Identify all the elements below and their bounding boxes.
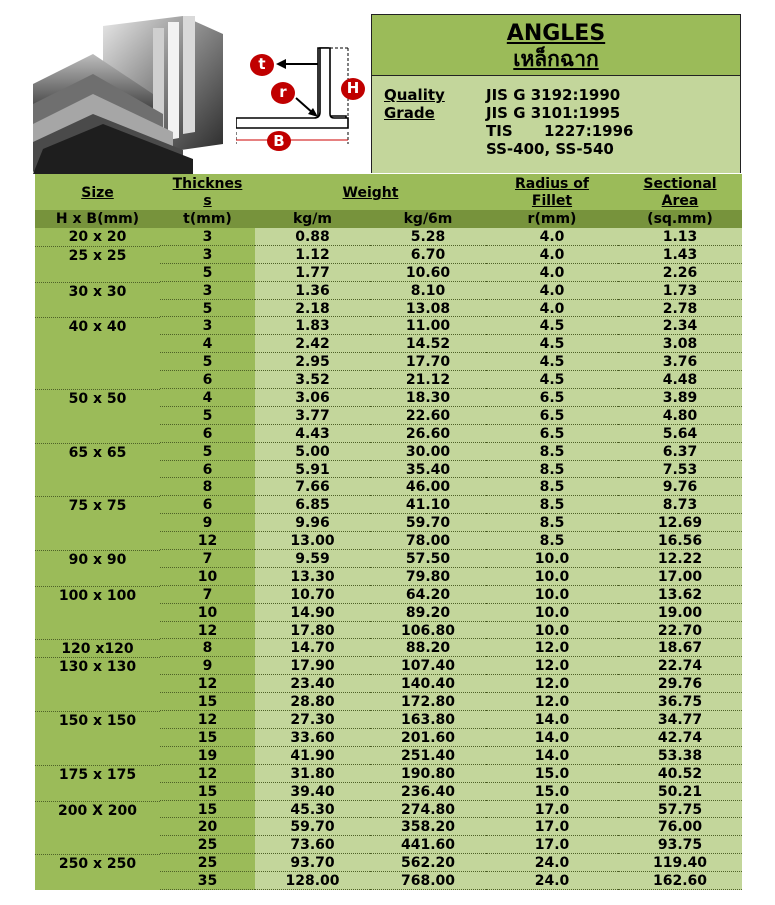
header-area: Sectional Area <box>643 176 717 209</box>
radius-cell: 24.0 <box>486 854 618 872</box>
weight-kgm-cell: 1.12 <box>255 246 370 264</box>
size-cell: 130 x 130 <box>35 657 160 675</box>
t-label: t <box>258 55 266 73</box>
radius-cell: 10.0 <box>486 586 618 604</box>
subheader-size: H x B(mm) <box>55 211 140 227</box>
quality-box <box>371 76 741 173</box>
radius-cell: 4.0 <box>486 300 618 318</box>
area-cell: 1.13 <box>618 228 742 246</box>
table-row <box>35 443 742 461</box>
table-row <box>35 371 742 389</box>
size-cell <box>35 729 160 747</box>
thickness-cell: 12 <box>160 622 255 640</box>
thickness-cell: 20 <box>160 818 255 836</box>
weight-kg6m-cell: 11.00 <box>370 317 486 335</box>
area-cell: 34.77 <box>618 711 742 729</box>
area-cell: 76.00 <box>618 818 742 836</box>
thickness-cell: 15 <box>160 783 255 801</box>
radius-cell: 6.5 <box>486 389 618 407</box>
header-weight: Weight <box>342 185 399 201</box>
weight-kg6m-cell: 172.80 <box>370 693 486 711</box>
size-cell <box>35 818 160 836</box>
area-cell: 9.76 <box>618 478 742 496</box>
area-cell: 2.34 <box>618 317 742 335</box>
weight-kgm-cell: 3.52 <box>255 371 370 389</box>
weight-kgm-cell: 73.60 <box>255 836 370 854</box>
size-cell <box>35 532 160 550</box>
size-cell: 20 x 20 <box>35 228 160 246</box>
size-cell: 50 x 50 <box>35 389 160 407</box>
table-row <box>35 783 742 801</box>
table-row <box>35 300 742 318</box>
weight-kgm-cell: 3.77 <box>255 407 370 425</box>
size-cell: 75 x 75 <box>35 496 160 514</box>
subheader-thickness: t(mm) <box>183 211 232 227</box>
thickness-cell: 35 <box>160 872 255 890</box>
table-row <box>35 246 742 264</box>
weight-kgm-cell: 1.77 <box>255 264 370 282</box>
area-cell: 119.40 <box>618 854 742 872</box>
weight-kgm-cell: 2.42 <box>255 335 370 353</box>
area-cell: 162.60 <box>618 872 742 890</box>
b-label: B <box>273 132 285 150</box>
weight-kg6m-cell: 26.60 <box>370 425 486 443</box>
weight-kgm-cell: 45.30 <box>255 801 370 819</box>
table-row <box>35 389 742 407</box>
standard-jis-3101: JIS G 3101:1995 <box>486 104 621 122</box>
area-cell: 93.75 <box>618 836 742 854</box>
size-cell: 150 x 150 <box>35 711 160 729</box>
weight-kg6m-cell: 274.80 <box>370 801 486 819</box>
standard-jis-3192: JIS G 3192:1990 <box>486 86 621 104</box>
area-cell: 42.74 <box>618 729 742 747</box>
size-cell <box>35 783 160 801</box>
weight-kgm-cell: 128.00 <box>255 872 370 890</box>
size-cell <box>35 353 160 371</box>
area-cell: 4.48 <box>618 371 742 389</box>
radius-cell: 12.0 <box>486 675 618 693</box>
subheader-kgm: kg/m <box>292 211 333 227</box>
table-row <box>35 604 742 622</box>
thickness-cell: 3 <box>160 246 255 264</box>
angles-spec-table <box>35 174 742 890</box>
area-cell: 2.78 <box>618 300 742 318</box>
weight-kg6m-cell: 89.20 <box>370 604 486 622</box>
size-cell: 30 x 30 <box>35 282 160 300</box>
table-row <box>35 747 742 765</box>
weight-kg6m-cell: 441.60 <box>370 836 486 854</box>
thickness-cell: 8 <box>160 639 255 657</box>
thickness-cell: 19 <box>160 747 255 765</box>
header-size: Size <box>81 185 114 201</box>
size-cell <box>35 300 160 318</box>
radius-cell: 12.0 <box>486 693 618 711</box>
weight-kg6m-cell: 17.70 <box>370 353 486 371</box>
grade-label: Grade <box>384 104 435 122</box>
weight-kgm-cell: 2.95 <box>255 353 370 371</box>
weight-kg6m-cell: 358.20 <box>370 818 486 836</box>
weight-kgm-cell: 13.30 <box>255 568 370 586</box>
size-cell: 90 x 90 <box>35 550 160 568</box>
weight-kgm-cell: 5.00 <box>255 443 370 461</box>
thickness-cell: 3 <box>160 282 255 300</box>
size-cell: 200 X 200 <box>35 801 160 819</box>
weight-kgm-cell: 17.80 <box>255 622 370 640</box>
thickness-cell: 9 <box>160 657 255 675</box>
radius-cell: 14.0 <box>486 711 618 729</box>
area-cell: 13.62 <box>618 586 742 604</box>
weight-kgm-cell: 14.90 <box>255 604 370 622</box>
table-row <box>35 729 742 747</box>
weight-kg6m-cell: 251.40 <box>370 747 486 765</box>
weight-kg6m-cell: 41.10 <box>370 496 486 514</box>
size-cell <box>35 693 160 711</box>
radius-cell: 4.0 <box>486 282 618 300</box>
b-label-badge <box>267 131 291 151</box>
size-cell: 25 x 25 <box>35 246 160 264</box>
weight-kg6m-cell: 190.80 <box>370 765 486 783</box>
title-thai: เหล็กฉาก <box>513 47 599 71</box>
area-cell: 7.53 <box>618 461 742 479</box>
thickness-cell: 5 <box>160 353 255 371</box>
thickness-cell: 12 <box>160 675 255 693</box>
standard-tis: TIS 1227:1996 <box>486 122 634 140</box>
radius-cell: 8.5 <box>486 461 618 479</box>
weight-kg6m-cell: 78.00 <box>370 532 486 550</box>
weight-kg6m-cell: 201.60 <box>370 729 486 747</box>
radius-cell: 15.0 <box>486 765 618 783</box>
table-row <box>35 639 742 657</box>
thickness-cell: 8 <box>160 478 255 496</box>
header-thickness: Thicknes s <box>172 176 243 209</box>
table-row <box>35 335 742 353</box>
size-cell <box>35 264 160 282</box>
area-cell: 6.37 <box>618 443 742 461</box>
radius-cell: 15.0 <box>486 783 618 801</box>
table-row <box>35 801 742 819</box>
table-body <box>35 228 742 890</box>
weight-kgm-cell: 31.80 <box>255 765 370 783</box>
weight-kgm-cell: 2.18 <box>255 300 370 318</box>
table-row <box>35 568 742 586</box>
area-cell: 18.67 <box>618 639 742 657</box>
area-cell: 22.70 <box>618 622 742 640</box>
weight-kg6m-cell: 8.10 <box>370 282 486 300</box>
table-row <box>35 693 742 711</box>
table-row <box>35 818 742 836</box>
table-header <box>35 174 742 228</box>
table-row <box>35 854 742 872</box>
thickness-cell: 5 <box>160 300 255 318</box>
table-row <box>35 765 742 783</box>
weight-kg6m-cell: 46.00 <box>370 478 486 496</box>
weight-kg6m-cell: 5.28 <box>370 228 486 246</box>
table-row <box>35 711 742 729</box>
weight-kgm-cell: 13.00 <box>255 532 370 550</box>
radius-cell: 4.5 <box>486 371 618 389</box>
thickness-cell: 5 <box>160 407 255 425</box>
thickness-cell: 25 <box>160 854 255 872</box>
weight-kg6m-cell: 22.60 <box>370 407 486 425</box>
size-cell <box>35 836 160 854</box>
table-row <box>35 478 742 496</box>
table-row <box>35 461 742 479</box>
area-cell: 53.38 <box>618 747 742 765</box>
weight-kg6m-cell: 88.20 <box>370 639 486 657</box>
size-cell <box>35 675 160 693</box>
weight-kg6m-cell: 57.50 <box>370 550 486 568</box>
weight-kg6m-cell: 79.80 <box>370 568 486 586</box>
weight-kgm-cell: 1.36 <box>255 282 370 300</box>
thickness-cell: 6 <box>160 425 255 443</box>
weight-kgm-cell: 9.59 <box>255 550 370 568</box>
size-cell <box>35 371 160 389</box>
weight-kgm-cell: 9.96 <box>255 514 370 532</box>
radius-cell: 10.0 <box>486 622 618 640</box>
weight-kg6m-cell: 236.40 <box>370 783 486 801</box>
area-cell: 57.75 <box>618 801 742 819</box>
size-cell: 65 x 65 <box>35 443 160 461</box>
area-cell: 3.76 <box>618 353 742 371</box>
radius-cell: 10.0 <box>486 604 618 622</box>
thickness-cell: 15 <box>160 693 255 711</box>
thickness-cell: 7 <box>160 550 255 568</box>
table-row <box>35 550 742 568</box>
thickness-cell: 10 <box>160 568 255 586</box>
table-subheader <box>35 210 742 228</box>
table-row <box>35 675 742 693</box>
area-cell: 5.64 <box>618 425 742 443</box>
weight-kgm-cell: 23.40 <box>255 675 370 693</box>
area-cell: 17.00 <box>618 568 742 586</box>
radius-cell: 6.5 <box>486 407 618 425</box>
weight-kgm-cell: 6.85 <box>255 496 370 514</box>
h-label: H <box>346 79 360 97</box>
radius-cell: 12.0 <box>486 657 618 675</box>
size-cell: 100 x 100 <box>35 586 160 604</box>
radius-cell: 10.0 <box>486 568 618 586</box>
weight-kgm-cell: 4.43 <box>255 425 370 443</box>
radius-cell: 17.0 <box>486 801 618 819</box>
table-row <box>35 496 742 514</box>
thickness-cell: 4 <box>160 389 255 407</box>
thickness-cell: 15 <box>160 801 255 819</box>
weight-kg6m-cell: 30.00 <box>370 443 486 461</box>
weight-kg6m-cell: 107.40 <box>370 657 486 675</box>
thickness-cell: 5 <box>160 264 255 282</box>
thickness-cell: 12 <box>160 765 255 783</box>
area-cell: 8.73 <box>618 496 742 514</box>
r-label: r <box>279 83 287 101</box>
size-cell <box>35 514 160 532</box>
thickness-cell: 10 <box>160 604 255 622</box>
thickness-cell: 3 <box>160 228 255 246</box>
weight-kgm-cell: 1.83 <box>255 317 370 335</box>
thickness-cell: 6 <box>160 496 255 514</box>
weight-kg6m-cell: 10.60 <box>370 264 486 282</box>
table-row <box>35 514 742 532</box>
radius-cell: 4.5 <box>486 317 618 335</box>
t-label-badge <box>250 54 274 76</box>
thickness-cell: 3 <box>160 317 255 335</box>
size-cell: 40 x 40 <box>35 317 160 335</box>
area-cell: 1.73 <box>618 282 742 300</box>
weight-kg6m-cell: 18.30 <box>370 389 486 407</box>
thickness-cell: 15 <box>160 729 255 747</box>
radius-cell: 14.0 <box>486 747 618 765</box>
radius-cell: 4.0 <box>486 228 618 246</box>
table-row <box>35 353 742 371</box>
size-cell: 250 x 250 <box>35 854 160 872</box>
steel-angles-photo <box>33 14 223 174</box>
weight-kg6m-cell: 106.80 <box>370 622 486 640</box>
thickness-cell: 6 <box>160 461 255 479</box>
weight-kg6m-cell: 768.00 <box>370 872 486 890</box>
area-cell: 3.89 <box>618 389 742 407</box>
weight-kgm-cell: 17.90 <box>255 657 370 675</box>
radius-cell: 4.5 <box>486 353 618 371</box>
area-cell: 2.26 <box>618 264 742 282</box>
thickness-cell: 5 <box>160 443 255 461</box>
weight-kgm-cell: 5.91 <box>255 461 370 479</box>
size-cell <box>35 461 160 479</box>
area-cell: 50.21 <box>618 783 742 801</box>
r-label-badge <box>271 82 295 104</box>
weight-kgm-cell: 14.70 <box>255 639 370 657</box>
weight-kgm-cell: 3.06 <box>255 389 370 407</box>
radius-cell: 17.0 <box>486 818 618 836</box>
size-cell <box>35 747 160 765</box>
weight-kg6m-cell: 59.70 <box>370 514 486 532</box>
weight-kgm-cell: 41.90 <box>255 747 370 765</box>
standard-grades: SS-400, SS-540 <box>486 140 614 158</box>
table-row <box>35 282 742 300</box>
size-cell <box>35 407 160 425</box>
radius-cell: 12.0 <box>486 639 618 657</box>
weight-kgm-cell: 28.80 <box>255 693 370 711</box>
table-row <box>35 657 742 675</box>
weight-kg6m-cell: 163.80 <box>370 711 486 729</box>
weight-kg6m-cell: 21.12 <box>370 371 486 389</box>
weight-kg6m-cell: 35.40 <box>370 461 486 479</box>
area-cell: 22.74 <box>618 657 742 675</box>
radius-cell: 24.0 <box>486 872 618 890</box>
radius-cell: 10.0 <box>486 550 618 568</box>
weight-kgm-cell: 0.88 <box>255 228 370 246</box>
table-row <box>35 264 742 282</box>
h-label-badge <box>341 78 365 100</box>
size-cell <box>35 622 160 640</box>
size-cell: 175 x 175 <box>35 765 160 783</box>
area-cell: 29.76 <box>618 675 742 693</box>
weight-kg6m-cell: 14.52 <box>370 335 486 353</box>
area-cell: 19.00 <box>618 604 742 622</box>
weight-kgm-cell: 39.40 <box>255 783 370 801</box>
table-row <box>35 586 742 604</box>
area-cell: 12.69 <box>618 514 742 532</box>
radius-cell: 8.5 <box>486 496 618 514</box>
table-row <box>35 425 742 443</box>
table-row <box>35 317 742 335</box>
radius-cell: 17.0 <box>486 836 618 854</box>
radius-cell: 4.5 <box>486 335 618 353</box>
size-cell <box>35 872 160 890</box>
weight-kg6m-cell: 6.70 <box>370 246 486 264</box>
size-cell: 120 x120 <box>35 639 160 657</box>
weight-kg6m-cell: 64.20 <box>370 586 486 604</box>
area-cell: 36.75 <box>618 693 742 711</box>
area-cell: 3.08 <box>618 335 742 353</box>
radius-cell: 4.0 <box>486 246 618 264</box>
table-row <box>35 872 742 890</box>
thickness-cell: 25 <box>160 836 255 854</box>
radius-cell: 14.0 <box>486 729 618 747</box>
quality-label: Quality <box>384 86 445 104</box>
size-cell <box>35 335 160 353</box>
subheader-area: (sq.mm) <box>647 211 713 227</box>
thickness-cell: 7 <box>160 586 255 604</box>
area-cell: 12.22 <box>618 550 742 568</box>
table-row <box>35 532 742 550</box>
table-row <box>35 407 742 425</box>
area-cell: 4.80 <box>618 407 742 425</box>
area-cell: 1.43 <box>618 246 742 264</box>
weight-kgm-cell: 59.70 <box>255 818 370 836</box>
size-cell <box>35 604 160 622</box>
radius-cell: 8.5 <box>486 443 618 461</box>
header-radius: Radius of Fillet <box>515 176 589 209</box>
thickness-cell: 9 <box>160 514 255 532</box>
weight-kgm-cell: 7.66 <box>255 478 370 496</box>
subheader-radius: r(mm) <box>527 211 577 227</box>
size-cell <box>35 568 160 586</box>
title-box <box>371 14 741 76</box>
weight-kgm-cell: 10.70 <box>255 586 370 604</box>
weight-kg6m-cell: 562.20 <box>370 854 486 872</box>
table-row <box>35 836 742 854</box>
size-cell <box>35 425 160 443</box>
weight-kgm-cell: 27.30 <box>255 711 370 729</box>
radius-cell: 8.5 <box>486 532 618 550</box>
radius-cell: 4.0 <box>486 264 618 282</box>
weight-kgm-cell: 33.60 <box>255 729 370 747</box>
area-cell: 40.52 <box>618 765 742 783</box>
weight-kgm-cell: 93.70 <box>255 854 370 872</box>
size-cell <box>35 478 160 496</box>
thickness-cell: 4 <box>160 335 255 353</box>
table-row <box>35 622 742 640</box>
title-english: ANGLES <box>506 21 606 46</box>
thickness-cell: 6 <box>160 371 255 389</box>
table-row <box>35 228 742 246</box>
radius-cell: 8.5 <box>486 514 618 532</box>
weight-kg6m-cell: 13.08 <box>370 300 486 318</box>
radius-cell: 6.5 <box>486 425 618 443</box>
weight-kg6m-cell: 140.40 <box>370 675 486 693</box>
subheader-kg6m: kg/6m <box>403 211 453 227</box>
radius-cell: 8.5 <box>486 478 618 496</box>
area-cell: 16.56 <box>618 532 742 550</box>
thickness-cell: 12 <box>160 711 255 729</box>
thickness-cell: 12 <box>160 532 255 550</box>
